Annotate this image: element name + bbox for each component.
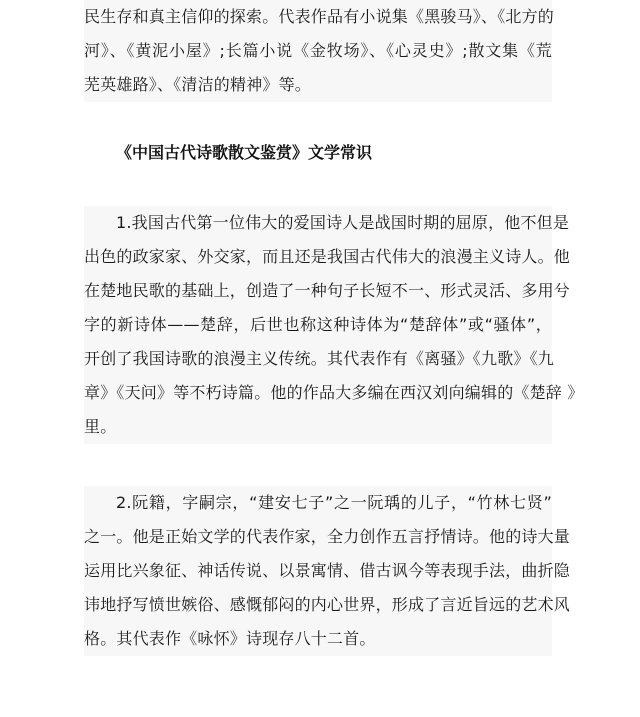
paragraph-ruan-ji [84, 486, 571, 656]
text-line: 讳地抒写愤世嫉俗、感慨郁闷的内心世界，形成了言近旨远的艺术风 [84, 595, 571, 614]
text-line: 2.阮籍，字嗣宗，“建安七子”之一阮瑀的儿子，“竹林七贤” [116, 493, 552, 512]
text-line: 在楚地民歌的基础上，创造了一种句子长短不一、形式灵活、多用兮 [84, 281, 571, 300]
text-line: 民生存和真主信仰的探索。代表作品有小说集《黑骏马》、《北方的 [84, 7, 555, 26]
text-line: 开创了我国诗歌的浪漫主义传统。其代表作有《离骚》《九歌》《九 [84, 349, 555, 368]
text-line: 里。 [84, 417, 117, 436]
text-line: 章》《天问》等不朽诗篇。他的作品大多编在西汉刘向编辑的《楚辞 》 [84, 383, 584, 402]
text-line: 字的新诗体——楚辞，后世也称这种诗体为“楚辞体”或“骚体”， [84, 315, 552, 334]
text-line: 1.我国古代第一位伟大的爱国诗人是战国时期的屈原，他不但是 [116, 213, 570, 232]
text-line: 运用比兴象征、神话传说、以景寓情、借古讽今等表现手法，曲折隐 [84, 561, 571, 580]
paragraph-qu-yuan [84, 206, 584, 444]
text-line: 芜英雄路》、《清洁的精神》等。 [84, 75, 312, 94]
section-heading: 《中国古代诗歌散文鉴赏》文学常识 [116, 143, 373, 162]
text-line: 河》、《黄泥小屋》;长篇小说《金牧场》、《心灵史》;散文集《荒 [84, 41, 552, 60]
intro-paragraph [84, 0, 555, 102]
text-line: 格。其代表作《咏怀》诗现存八十二首。 [84, 629, 376, 648]
text-line: 出色的政家家、外交家，而且还是我国古代伟大的浪漫主义诗人。他 [84, 247, 571, 266]
text-line: 之一。他是正始文学的代表作家，全力创作五言抒情诗。他的诗大量 [84, 527, 571, 546]
